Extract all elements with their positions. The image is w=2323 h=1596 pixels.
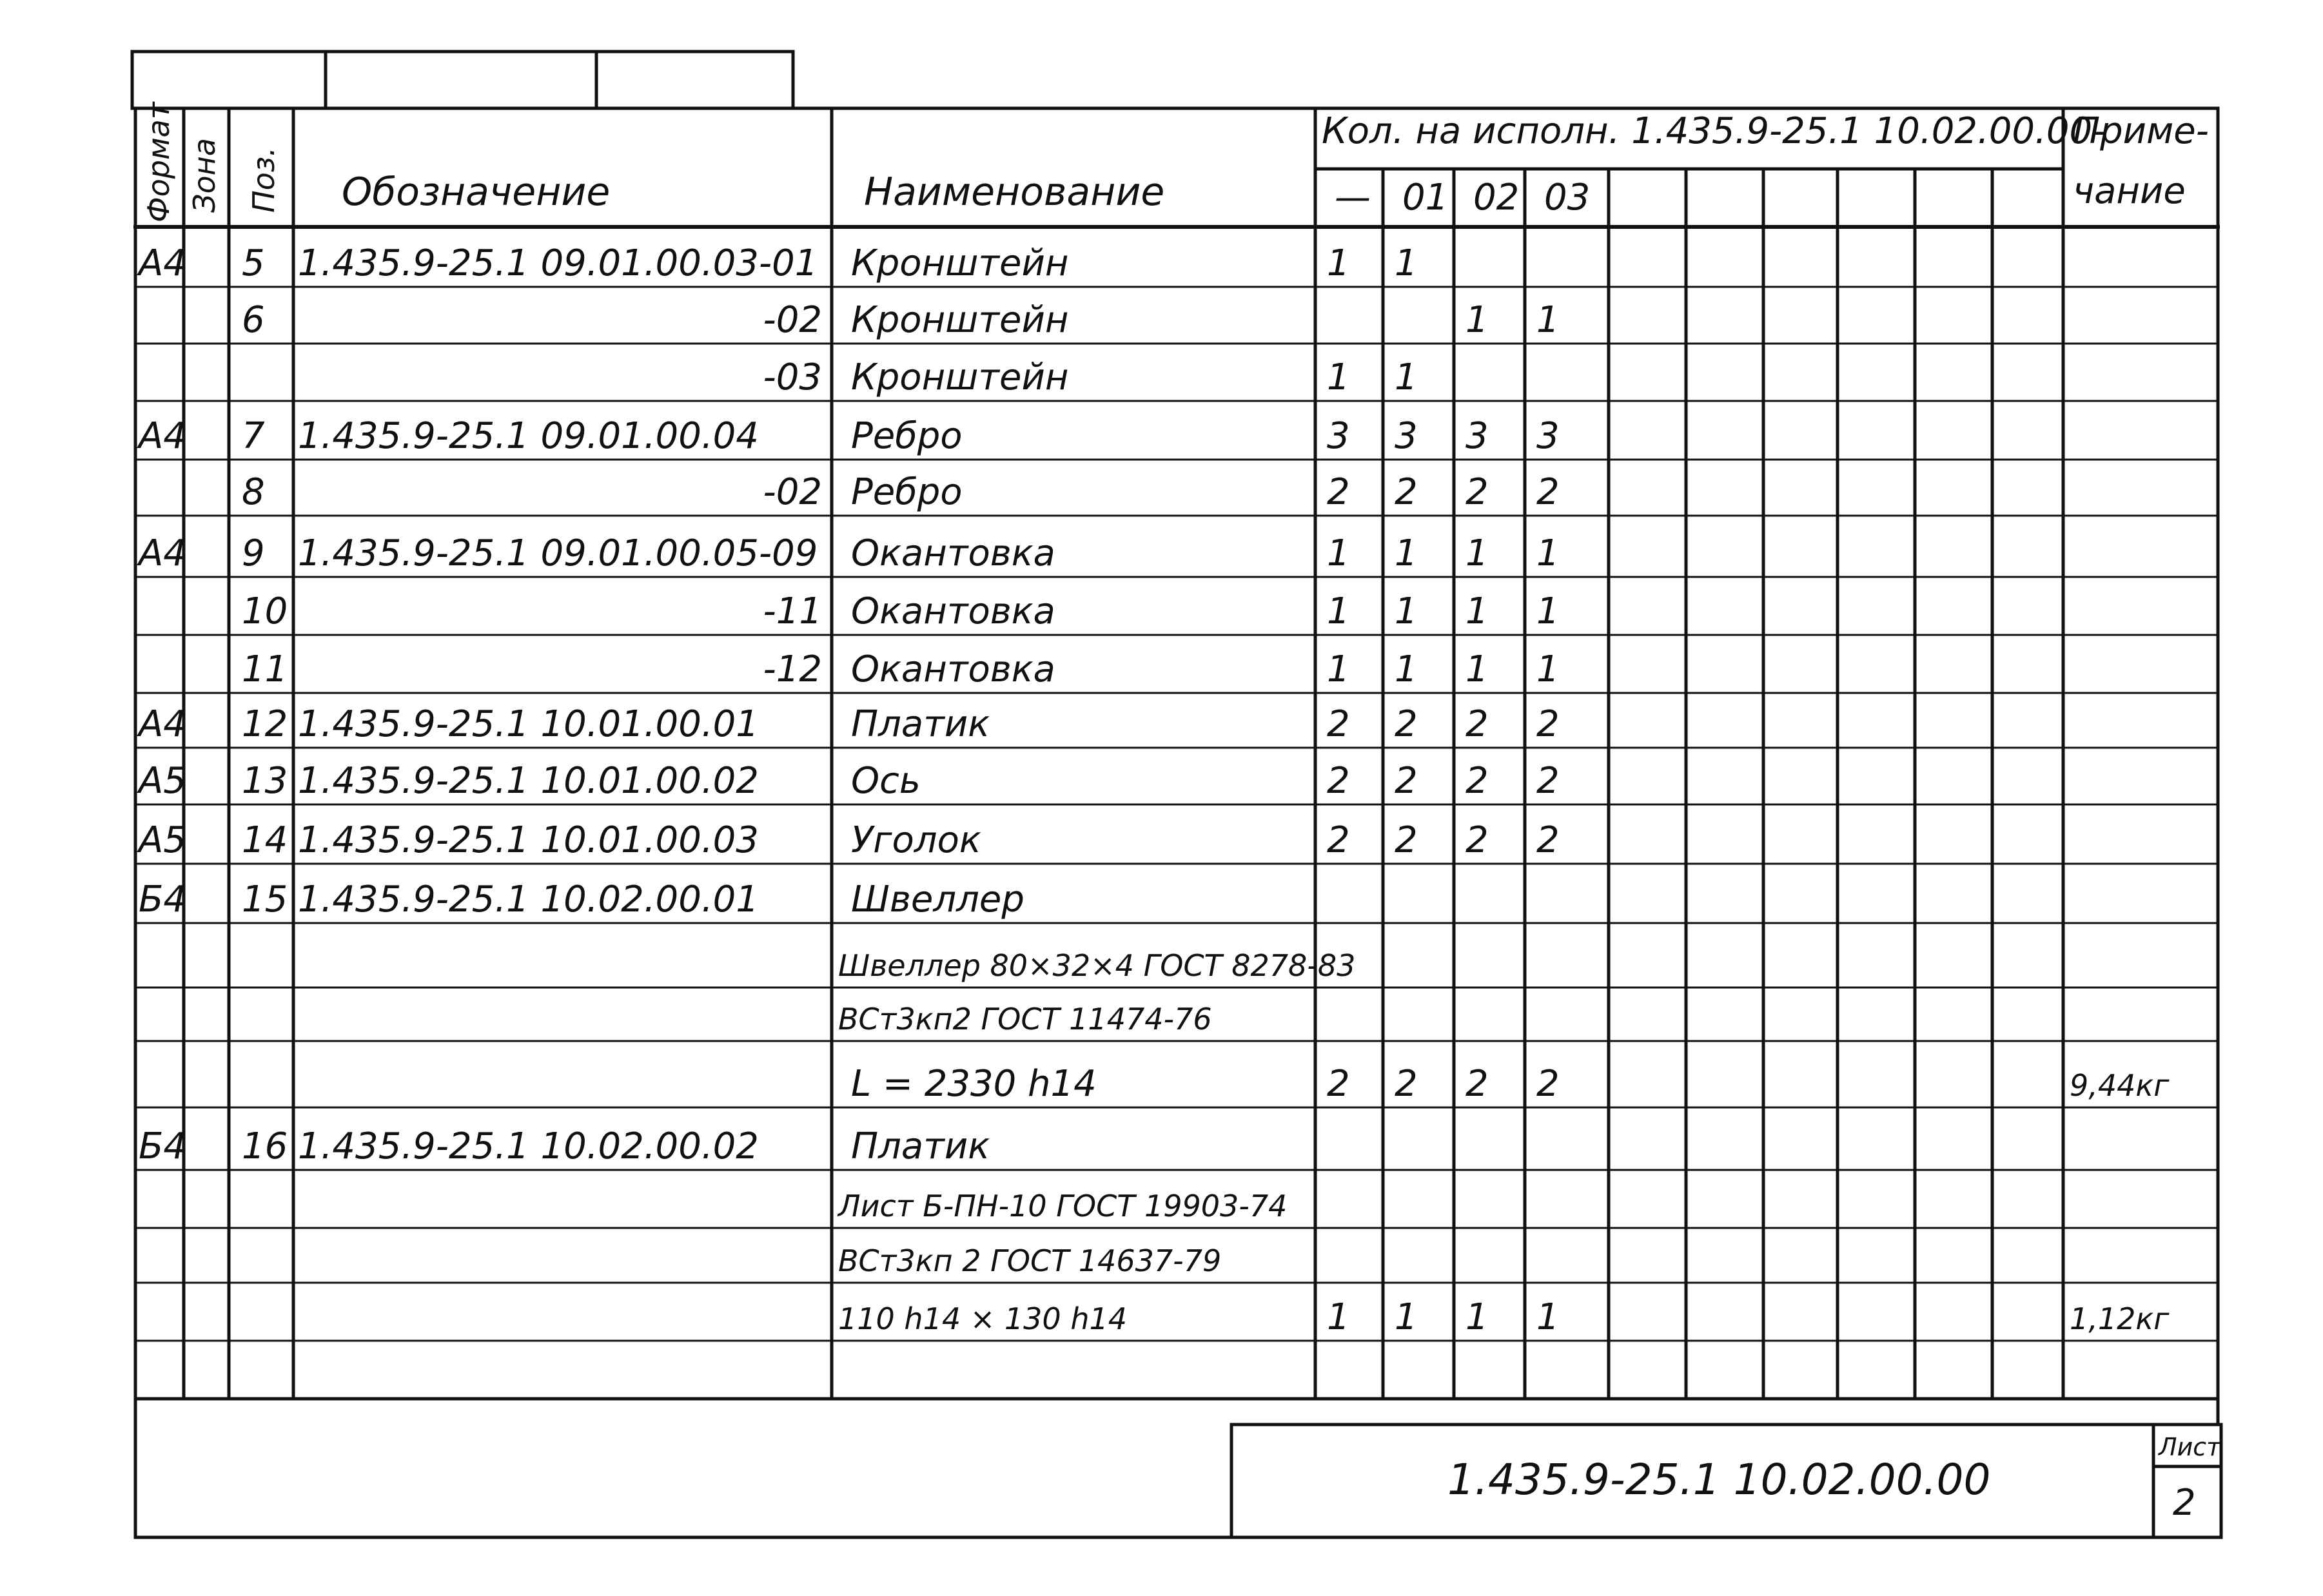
row-name: Ребро xyxy=(851,415,963,457)
row-format: Б4 xyxy=(139,1125,187,1167)
row-name: Платик xyxy=(851,703,990,745)
row-qty-0: 2 xyxy=(1327,471,1350,513)
row-qty-0: 3 xyxy=(1327,415,1350,457)
header-note-line2: чание xyxy=(2073,170,2186,212)
row-format: А4 xyxy=(139,703,186,745)
variant-header-1: 01 xyxy=(1402,177,1449,219)
row-qty-3: 2 xyxy=(1536,471,1560,513)
row-designation: 1.435.9-25.1 10.01.00.01 xyxy=(298,703,759,745)
row-name: Кронштейн xyxy=(851,356,1069,398)
row-name: Швеллер 80×32×4 ГОСТ 8278-83 xyxy=(838,948,1356,983)
document-number: 1.435.9-25.1 10.02.00.00 xyxy=(1447,1455,1991,1504)
row-name: Ось xyxy=(851,760,921,802)
row-qty-2: 2 xyxy=(1465,1063,1489,1105)
row-qty-1: 3 xyxy=(1395,415,1418,457)
row-name: 110 h14 × 130 h14 xyxy=(838,1301,1128,1336)
row-qty-1: 1 xyxy=(1395,242,1418,284)
row-name: Окантовка xyxy=(851,590,1055,632)
row-designation: -02 xyxy=(763,471,822,513)
table-row xyxy=(763,356,1418,398)
table-row xyxy=(838,1296,2170,1338)
row-format: А4 xyxy=(139,532,186,574)
row-position: 16 xyxy=(242,1125,288,1167)
row-qty-2: 2 xyxy=(1465,471,1489,513)
row-qty-3: 2 xyxy=(1536,703,1560,745)
row-designation: 1.435.9-25.1 10.02.00.02 xyxy=(298,1125,759,1167)
row-qty-0: 1 xyxy=(1327,242,1350,284)
row-qty-2: 1 xyxy=(1465,1296,1489,1338)
row-name: Окантовка xyxy=(851,532,1055,574)
variant-headers xyxy=(1335,177,1590,219)
table-row xyxy=(851,1063,2170,1105)
row-name: L = 2330 h14 xyxy=(851,1063,1097,1105)
header-zone: Зона xyxy=(187,138,222,213)
row-qty-2: 2 xyxy=(1465,760,1489,802)
row-qty-3: 1 xyxy=(1536,590,1560,632)
row-format: А4 xyxy=(139,242,186,284)
row-format: А5 xyxy=(139,760,186,802)
row-qty-3: 1 xyxy=(1536,532,1560,574)
table-row xyxy=(139,879,1024,920)
row-designation: -12 xyxy=(763,648,822,690)
header-qty-caption: Кол. на исполн. 1.435.9-25.1 10.02.00.00- xyxy=(1322,110,2106,152)
header-pos: Поз. xyxy=(246,147,281,213)
table-row xyxy=(837,1189,1287,1223)
row-name: Кронштейн xyxy=(851,242,1069,284)
row-designation: -02 xyxy=(763,299,822,341)
row-qty-1: 1 xyxy=(1395,356,1418,398)
table-row xyxy=(137,819,1560,861)
row-position: 10 xyxy=(242,590,288,632)
row-name: ВСт3кп2 ГОСТ 11474-76 xyxy=(838,1002,1212,1036)
row-qty-2: 1 xyxy=(1465,532,1489,574)
row-position: 13 xyxy=(242,760,288,802)
row-qty-3: 2 xyxy=(1536,760,1560,802)
row-position: 8 xyxy=(242,471,265,513)
row-designation: 1.435.9-25.1 09.01.00.04 xyxy=(298,415,759,457)
row-qty-0: 1 xyxy=(1327,1296,1350,1338)
row-qty-3: 1 xyxy=(1536,299,1560,341)
header-designation: Обозначение xyxy=(342,170,611,215)
row-position: 14 xyxy=(242,819,288,861)
row-qty-2: 1 xyxy=(1465,648,1489,690)
table-row xyxy=(242,648,1560,690)
variant-header-2: 02 xyxy=(1473,177,1520,219)
row-qty-0: 2 xyxy=(1327,760,1350,802)
table-row xyxy=(137,703,1560,745)
row-qty-1: 1 xyxy=(1395,648,1418,690)
row-qty-0: 2 xyxy=(1327,1063,1350,1105)
row-note: 1,12кг xyxy=(2070,1301,2170,1336)
row-qty-0: 2 xyxy=(1327,819,1350,861)
row-designation: 1.435.9-25.1 10.02.00.01 xyxy=(298,879,759,920)
row-qty-3: 3 xyxy=(1536,415,1560,457)
row-name: Уголок xyxy=(851,819,981,861)
row-position: 12 xyxy=(242,703,288,745)
table-row xyxy=(137,242,1418,284)
row-name: Окантовка xyxy=(851,648,1055,690)
row-qty-0: 1 xyxy=(1327,532,1350,574)
row-qty-1: 2 xyxy=(1395,760,1418,802)
row-position: 5 xyxy=(242,242,265,284)
variant-header-3: 03 xyxy=(1544,177,1591,219)
row-qty-2: 2 xyxy=(1465,703,1489,745)
row-format: А5 xyxy=(139,819,186,861)
row-qty-2: 1 xyxy=(1465,590,1489,632)
row-note: 9,44кг xyxy=(2070,1068,2170,1103)
sheet-label: Лист xyxy=(2159,1433,2221,1461)
table-row xyxy=(137,415,1560,457)
sheet-number: 2 xyxy=(2173,1482,2196,1524)
row-name: ВСт3кп 2 ГОСТ 14637-79 xyxy=(838,1243,1222,1278)
row-qty-1: 2 xyxy=(1395,703,1418,745)
row-qty-0: 1 xyxy=(1327,356,1350,398)
top-stamp-box xyxy=(132,52,793,108)
table-row xyxy=(139,1125,990,1167)
row-designation: 1.435.9-25.1 09.01.00.05-09 xyxy=(298,532,818,574)
row-qty-0: 2 xyxy=(1327,703,1350,745)
row-qty-1: 2 xyxy=(1395,471,1418,513)
row-position: 6 xyxy=(242,299,265,341)
row-position: 9 xyxy=(242,532,265,574)
table-row xyxy=(838,1002,1212,1036)
row-name: Кронштейн xyxy=(851,299,1069,341)
table-row xyxy=(242,471,1560,513)
header-note-line1: Приме- xyxy=(2073,110,2209,152)
row-qty-2: 1 xyxy=(1465,299,1489,341)
header-name: Наименование xyxy=(864,170,1165,215)
row-name: Лист Б-ПН-10 ГОСТ 19903-74 xyxy=(838,1189,1288,1223)
row-designation: 1.435.9-25.1 09.01.00.03-01 xyxy=(298,242,818,284)
row-qty-1: 1 xyxy=(1395,1296,1418,1338)
row-qty-1: 1 xyxy=(1395,590,1418,632)
row-qty-3: 2 xyxy=(1536,819,1560,861)
title-block xyxy=(1231,1425,2222,1537)
row-qty-3: 1 xyxy=(1536,648,1560,690)
row-qty-2: 3 xyxy=(1465,415,1489,457)
row-position: 7 xyxy=(242,415,265,457)
row-qty-3: 1 xyxy=(1536,1296,1560,1338)
table-row xyxy=(137,532,1560,574)
row-designation: -03 xyxy=(763,356,822,398)
row-qty-0: 1 xyxy=(1327,590,1350,632)
row-qty-1: 2 xyxy=(1395,819,1418,861)
row-designation: -11 xyxy=(763,590,822,632)
row-format: А4 xyxy=(139,415,186,457)
variant-header-0: — xyxy=(1335,177,1371,219)
row-qty-1: 1 xyxy=(1395,532,1418,574)
row-format: Б4 xyxy=(139,879,187,920)
table-row xyxy=(242,590,1560,632)
row-designation: 1.435.9-25.1 10.01.00.02 xyxy=(298,760,759,802)
table-row xyxy=(838,1243,1221,1278)
table-row xyxy=(137,760,1560,802)
row-position: 15 xyxy=(242,879,288,920)
table-body xyxy=(137,242,2170,1338)
header-format: Формат xyxy=(141,102,176,222)
row-qty-0: 1 xyxy=(1327,648,1350,690)
table-row xyxy=(242,299,1560,341)
row-position: 11 xyxy=(242,648,288,690)
row-name: Платик xyxy=(851,1125,990,1167)
table-row xyxy=(838,948,1355,983)
row-designation: 1.435.9-25.1 10.01.00.03 xyxy=(298,819,759,861)
row-qty-3: 2 xyxy=(1536,1063,1560,1105)
table-header xyxy=(141,101,2209,222)
row-name: Ребро xyxy=(851,471,963,513)
row-qty-2: 2 xyxy=(1465,819,1489,861)
row-name: Швеллер xyxy=(851,879,1024,920)
row-qty-1: 2 xyxy=(1395,1063,1418,1105)
